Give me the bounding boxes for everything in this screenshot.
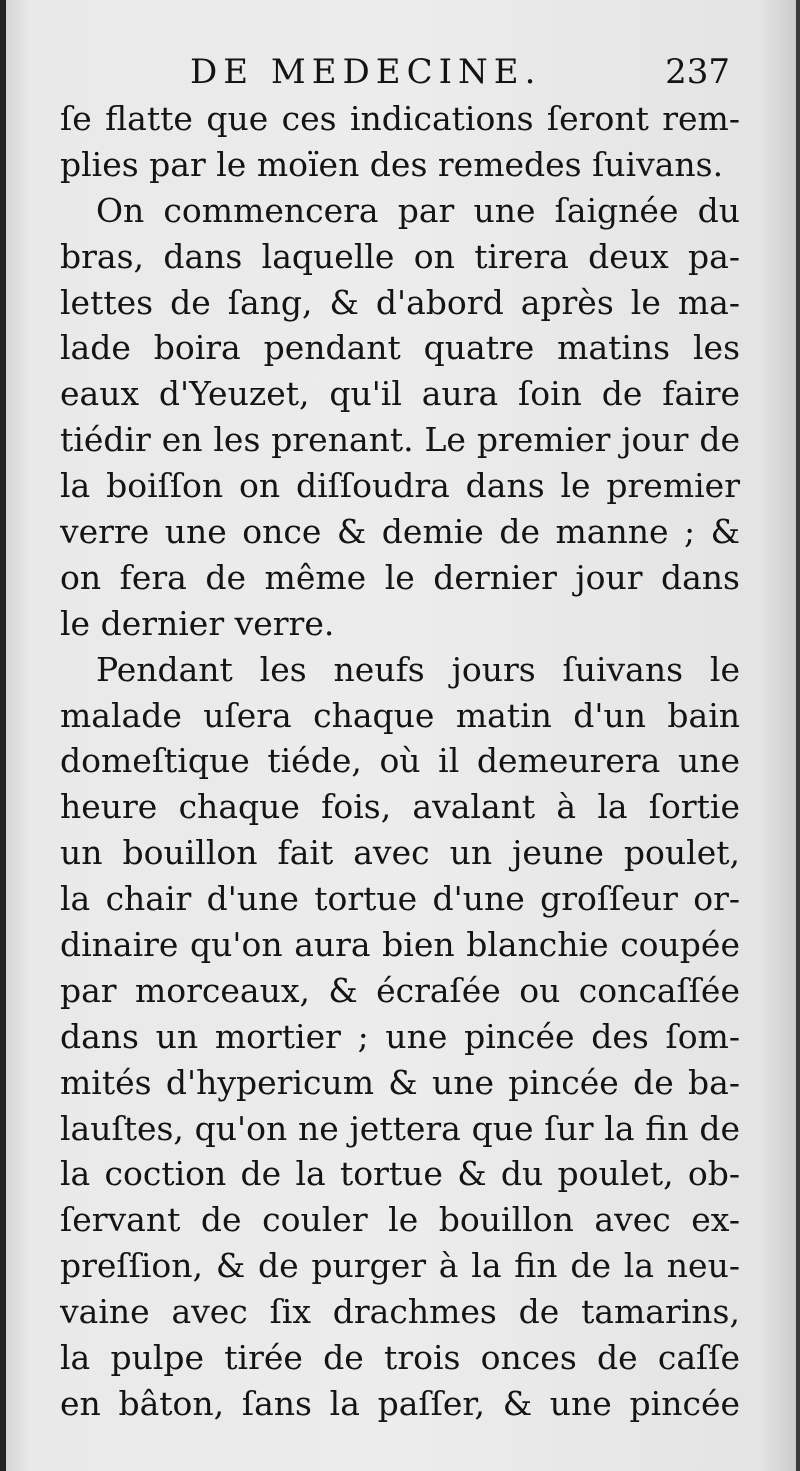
text-line: lettes de ſang, & d'abord après le ma- — [60, 282, 740, 322]
body-text — [60, 96, 740, 1427]
text-line: par morceaux, & écraſée ou concaſſée — [60, 970, 740, 1010]
page-edge-left — [0, 0, 6, 1471]
text-line: ſervant de couler le bouillon avec ex- — [60, 1200, 740, 1240]
text-line: la coction de la tortue & du poulet, ob- — [60, 1154, 740, 1194]
text-line: ſe flatte que ces indications ſeront rem- — [60, 99, 740, 138]
text-line: dans un mortier ; une pincée des ſom- — [60, 1016, 740, 1056]
text-line: plies par le moïen des remedes ſuivans. — [60, 144, 724, 184]
paragraph-start-line: On commencera par une ſaignée du — [96, 190, 740, 230]
text-line: eaux d'Yeuzet, qu'il aura ſoin de faire — [60, 374, 740, 414]
text-line: dinaire qu'on aura bien blanchie coupée — [60, 925, 740, 965]
text-line: un bouillon fait avec un jeune poulet, — [60, 833, 740, 873]
text-line: heure chaque fois, avalant à la ſortie — [60, 787, 740, 827]
text-line: en bâton, ſans la paſſer, & une pincée — [60, 1383, 740, 1423]
text-line: verre une once & demie de manne ; & — [60, 512, 740, 552]
paragraph-start-line: Pendant les neufs jours ſuivans le — [96, 649, 740, 689]
text-line: preſſion, & de purger à la fin de la neu- — [60, 1246, 740, 1286]
page-edge-right — [796, 0, 800, 1471]
text-line: on fera de même le dernier jour dans — [60, 557, 740, 597]
text-line: la boiſſon on diſſoudra dans le premier — [60, 466, 740, 506]
text-line: lauſtes, qu'on ne jettera que ſur la fin de — [60, 1108, 740, 1148]
text-line: la pulpe tirée de trois onces de caſſe — [60, 1338, 740, 1378]
text-line: lade boira pendant quatre matins les — [60, 328, 740, 368]
running-title: DE MEDECINE. — [190, 52, 542, 92]
page-header — [190, 52, 730, 96]
text-line: le dernier verre. — [60, 603, 335, 643]
text-line: la chair d'une tortue d'une groſſeur or- — [60, 879, 740, 919]
text-line: vaine avec ſix drachmes de tamarins, — [60, 1292, 740, 1332]
page-number: 237 — [665, 52, 730, 92]
text-line: mités d'hypericum & une pincée de ba- — [60, 1062, 740, 1102]
text-line: bras, dans laquelle on tirera deux pa- — [60, 236, 740, 276]
text-line: malade uſera chaque matin d'un bain — [60, 695, 740, 735]
text-line: domeſtique tiéde, où il demeurera une — [60, 741, 740, 781]
text-line: tiédir en les prenant. Le premier jour de — [60, 420, 740, 460]
